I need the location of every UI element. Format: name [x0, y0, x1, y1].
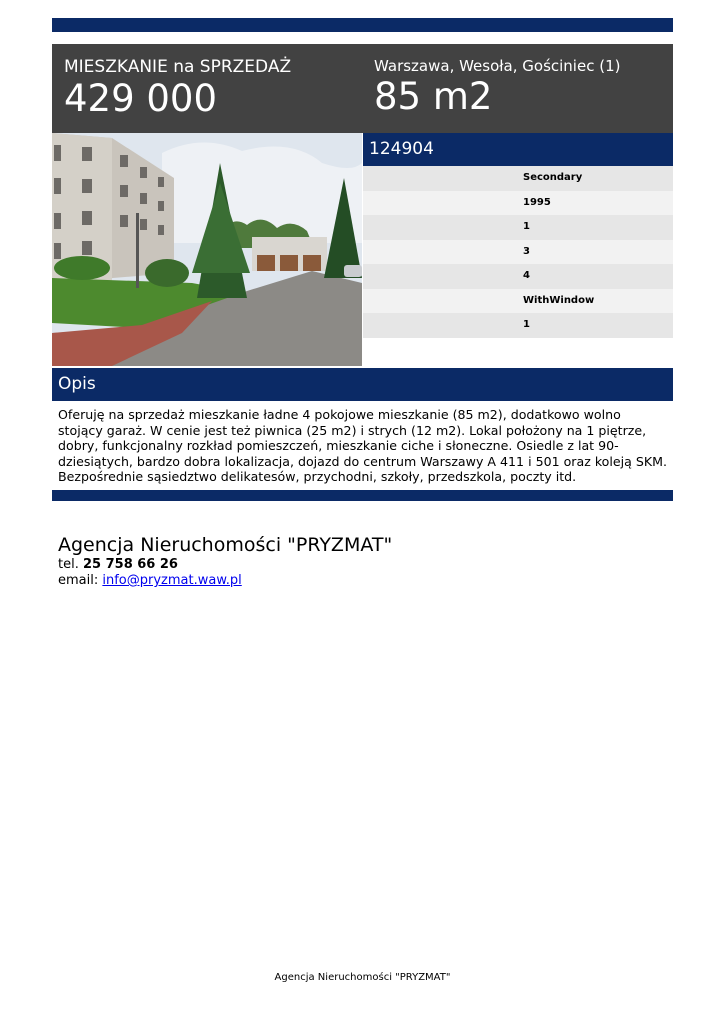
- email-link[interactable]: info@pryzmat.waw.pl: [102, 573, 242, 588]
- param-row: [363, 191, 673, 216]
- agency-name: Agencja Nieruchomości "PRYZMAT": [58, 534, 393, 556]
- offer-type: MIESZKANIE na SPRZEDAŻ: [64, 57, 292, 77]
- phone-line: [58, 557, 392, 573]
- param-value: 4: [523, 270, 530, 281]
- header-location-block: [374, 56, 620, 118]
- params-table: [363, 166, 673, 338]
- param-value: 1: [523, 319, 530, 330]
- property-photo: [52, 133, 362, 366]
- param-value: Secondary: [523, 172, 583, 183]
- param-value: 3: [523, 245, 530, 257]
- top-accent-bar: [52, 18, 673, 32]
- param-value: WithWindow: [523, 294, 595, 306]
- bottom-accent-bar: [52, 490, 673, 501]
- description-heading: Opis: [52, 368, 673, 401]
- param-row: [363, 240, 673, 265]
- param-row: [363, 289, 673, 314]
- param-row: [363, 264, 673, 289]
- param-row: [363, 166, 673, 191]
- param-row: [363, 313, 673, 338]
- price: 429 000: [64, 77, 218, 120]
- phone-label: tel.: [58, 557, 79, 572]
- param-value: 1995: [523, 196, 551, 208]
- email-label: email:: [58, 573, 99, 588]
- area: 85 m2: [374, 75, 493, 118]
- description-text: Oferuję na sprzedaż mieszkanie ładne 4 pokojowe mieszkanie (85 m2), dodatkowo wolno stojący garaż. W cenie jest też piwnica (25 m2) i strych (12 m2). Lokal położony na 1 piętrze, dobry, funkcjonalny rozkład pomieszczeń, mieszkanie ciche i słoneczne. Osiedle z lat 90-dziesiątych, bardzo dobra lokalizacja, dojazd do centrum Warszawy A 411 i 501 oraz koleją SKM. Bezpośrednie sąsiedztwo delikatesów, przychodni, szkoły, przedszkola, poczty itd.: [58, 407, 667, 484]
- listing-header: [52, 44, 673, 133]
- email-line: [58, 573, 392, 589]
- page-footer: Agencja Nieruchomości "PRYZMAT": [274, 972, 451, 983]
- location: Warszawa, Wesoła, Gościniec (1): [374, 57, 621, 75]
- phone-number: 25 758 66 26: [82, 557, 178, 572]
- listing-id: 124904: [363, 133, 673, 166]
- header-price-block: [64, 56, 291, 120]
- param-value: 1: [523, 221, 530, 232]
- param-row: [363, 215, 673, 240]
- agency-contact: [58, 533, 392, 589]
